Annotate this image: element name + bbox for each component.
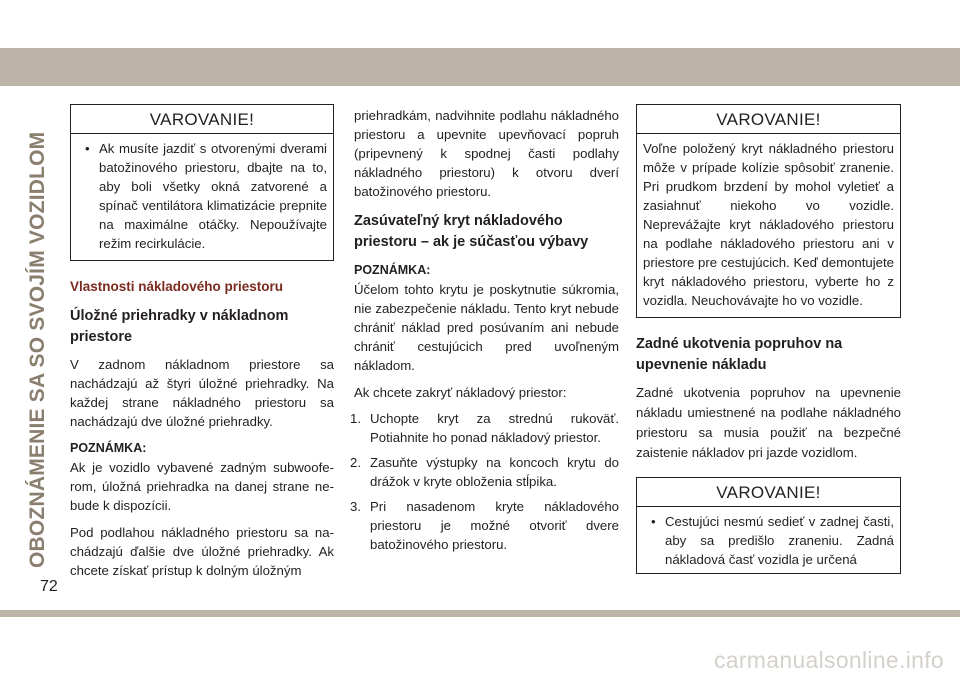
note xyxy=(354,261,619,375)
header-band xyxy=(0,48,960,86)
list-item: 2. Zasuňte výstupky na koncoch krytu do drážok v kryte obloženia stĺpika. xyxy=(350,455,619,489)
warning-box-1 xyxy=(70,104,334,261)
warning-title: VAROVANIE! xyxy=(637,478,900,507)
warning-title: VAROVANIE! xyxy=(71,105,333,134)
warning-title: VAROVANIE! xyxy=(637,105,900,134)
sub-heading: Zadné ukotvenia popruhov na upevnenie nákladu xyxy=(636,336,843,373)
paragraph: Ak chcete zakryť nákladový priestor: xyxy=(354,385,567,400)
note-text: Účelom tohto krytu je poskytnutie súkromia, nie zabezpečenie nákladu. Tento kryt nebude chrániť náklad pred posúvaním ani nebude chrániť cestujúcich pred uvoľneným nákladom. xyxy=(354,282,619,373)
paragraph-continued: priehradkám, nadvihnite podlahu nákladného priestoru a upevnite upevňovací popruh (pripevnený k spodnej časti podlahy nákladného priestoru) k otvoru dverí batožinového priestoru. xyxy=(354,108,619,199)
page-number: 72 xyxy=(40,578,58,595)
column-2 xyxy=(350,106,619,554)
watermark: carmanualsonline.info xyxy=(713,647,944,673)
note xyxy=(70,439,334,515)
top-margin xyxy=(0,0,960,48)
note-text: Ak je vozidlo vybavené zadným subwooferom, úložná priehradka na danej strane nebude k dispozícii. xyxy=(70,460,334,513)
steps-list xyxy=(350,409,619,554)
chapter-side-title: OBOZNÁMENIE SA SO SVOJÍM VOZIDLOM xyxy=(26,131,49,568)
list-item: 3. Pri nasadenom kryte nákladového priestoru je možné otvoriť dvere batožinového priestoru. xyxy=(350,499,619,552)
section-heading: Vlastnosti nákladového priestoru xyxy=(70,279,284,294)
note-label: POZNÁMKA: xyxy=(70,441,147,455)
warning-item: • Ak musíte jazdiť s otvorenými dverami batožinového priestoru, dbajte na to, aby boli všetky okná zatvorené a spínač ventilátora klimatizácie prepnite na maximálne otáčky. Nepoužívajte režim recirkulácie. xyxy=(99,139,327,253)
note-label: POZNÁMKA: xyxy=(354,263,431,277)
paragraph: V zadnom nákladnom priestore sa nachádzajú až štyri úložné priehradky. Na každej strane nákladného priestoru sa nachádzajú dve úložné priehradky. xyxy=(70,357,334,429)
warning-item: • Cestujúci nesmú sedieť v zadnej časti, aby sa predišlo zraneniu. Zadná nákladová časť vozidla je určená xyxy=(665,512,894,569)
paragraph: Zadné ukotvenia popruhov na upevnenie nákladu umiestnené na podlahe nákladného priestoru sa musia použiť na bezpečné zaistenie nákladov pri jazde vozidlom. xyxy=(636,385,901,460)
warning-box-3 xyxy=(636,477,901,574)
sub-heading: Úložné priehradky v nákladnom priestore xyxy=(70,308,289,345)
warning-box-2 xyxy=(636,104,901,318)
list-item: 1. Uchopte kryt za strednú rukoväť. Potiahnite ho ponad nákladový priestor. xyxy=(350,411,619,445)
column-3 xyxy=(636,104,901,574)
footer-band xyxy=(0,610,960,617)
column-1 xyxy=(70,104,334,580)
paragraph: Pod podlahou nákladného priestoru sa nachádzajú ďalšie dve úložné priehradky. Ak chcete získať prístup k dolným úložným xyxy=(70,525,334,578)
sub-heading: Zasúvateľný kryt nákladového priestoru – ak je súčasťou výbavy xyxy=(354,213,589,250)
warning-text: Voľne položený kryt nákladného priestoru môže v prípade kolízie spôsobiť zranenie. Pri prudkom brzdení by mohol vyletieť a zasiahnuť niekoho vo vozidle. Neprevážajte kryt nákladového priestoru na podlahe nákladového priestoru ani v priestore pre cestujúcich. Keď demontujete kryt nákladového priestoru, vyberte ho z vozidla. Neuchovávajte ho vo vozidle. xyxy=(643,141,894,308)
